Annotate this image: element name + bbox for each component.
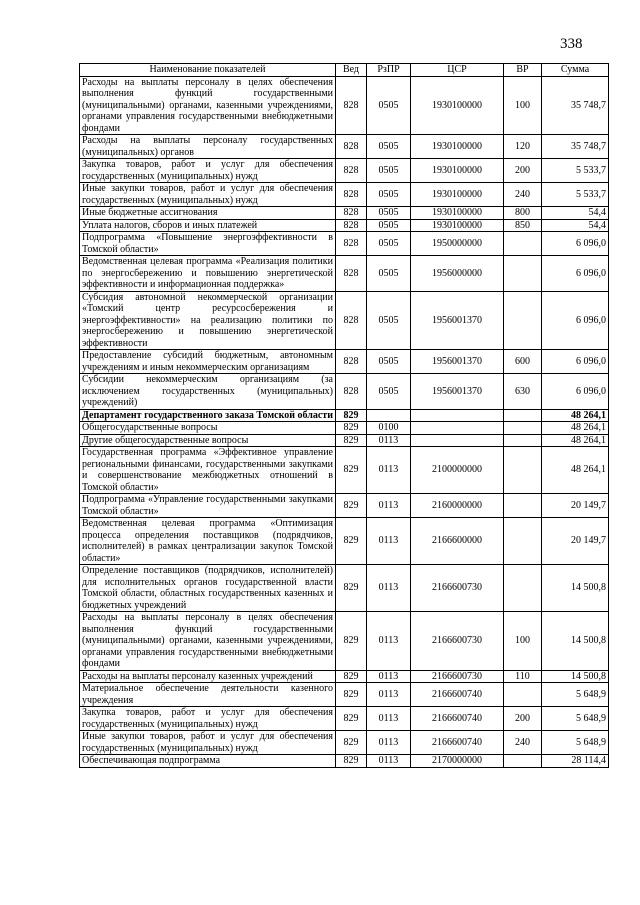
cell-ved: 829: [336, 612, 367, 671]
cell-csr: 1956001370: [411, 350, 504, 374]
cell-vr: [504, 494, 542, 518]
table-row: [80, 518, 609, 565]
table-row: [80, 350, 609, 374]
table-row: [80, 755, 609, 768]
cell-ved: 829: [336, 447, 367, 494]
cell-csr: 1950000000: [411, 232, 504, 256]
cell-rzpr: 0113: [367, 707, 411, 731]
cell-rzpr: 0505: [367, 76, 411, 135]
cell-sum: 48 264,1: [542, 409, 609, 422]
cell-sum: 48 264,1: [542, 422, 609, 435]
cell-sum: 6 096,0: [542, 256, 609, 292]
cell-ved: 829: [336, 683, 367, 707]
cell-name: Расходы на выплаты персоналу в целях обеспечения выполнения функций государственными (муниципальными) органами, казенными учреждениями, органами управления государственными внебюджетными фондами: [80, 76, 336, 135]
cell-csr: 1956001370: [411, 374, 504, 410]
table-row: [80, 683, 609, 707]
cell-name: Иные закупки товаров, работ и услуг для обеспечения государственных (муниципальных) нужд: [80, 183, 336, 207]
cell-rzpr: 0505: [367, 207, 411, 220]
cell-csr: [411, 409, 504, 422]
cell-csr: 1930100000: [411, 219, 504, 232]
cell-sum: 6 096,0: [542, 232, 609, 256]
cell-sum: 6 096,0: [542, 374, 609, 410]
cell-name: Закупка товаров, работ и услуг для обеспечения государственных (муниципальных) нужд: [80, 707, 336, 731]
cell-rzpr: 0505: [367, 232, 411, 256]
cell-vr: [504, 232, 542, 256]
cell-rzpr: 0113: [367, 434, 411, 447]
cell-rzpr: 0100: [367, 422, 411, 435]
cell-name: Субсидии некоммерческим организациям (за исключением государственных (муниципальных) учреждений): [80, 374, 336, 410]
cell-name: Расходы на выплаты персоналу в целях обеспечения выполнения функций государственными (муниципальными) органами, казенными учреждениями, органами управления государственными внебюджетными фондами: [80, 612, 336, 671]
cell-sum: 5 533,7: [542, 159, 609, 183]
cell-csr: 1956000000: [411, 256, 504, 292]
table-row: [80, 422, 609, 435]
cell-rzpr: 0113: [367, 755, 411, 768]
cell-ved: 829: [336, 518, 367, 565]
cell-csr: 1930100000: [411, 76, 504, 135]
cell-vr: [504, 518, 542, 565]
cell-csr: 2160000000: [411, 494, 504, 518]
table-row: [80, 494, 609, 518]
cell-rzpr: [367, 409, 411, 422]
cell-ved: 829: [336, 731, 367, 755]
cell-name: Закупка товаров, работ и услуг для обеспечения государственных (муниципальных) нужд: [80, 159, 336, 183]
cell-ved: 829: [336, 565, 367, 612]
table-row: [80, 612, 609, 671]
header-rzpr: РзПР: [367, 64, 411, 77]
table-header-row: [80, 64, 609, 77]
cell-rzpr: 0505: [367, 159, 411, 183]
cell-vr: [504, 422, 542, 435]
cell-csr: 1930100000: [411, 159, 504, 183]
cell-csr: 2166600730: [411, 670, 504, 683]
header-vr: ВР: [504, 64, 542, 77]
table-row: [80, 207, 609, 220]
table-row: [80, 232, 609, 256]
cell-ved: 829: [336, 494, 367, 518]
cell-csr: 2166600000: [411, 518, 504, 565]
cell-vr: 120: [504, 135, 542, 159]
cell-name: Субсидия автономной некоммерческой организации «Томский центр ресурсосбережения и энергоэффективности» на реализацию политики по энергосбережению и повышению энергетической эффективности: [80, 291, 336, 350]
cell-rzpr: 0113: [367, 494, 411, 518]
table-row: [80, 434, 609, 447]
cell-vr: 850: [504, 219, 542, 232]
table-row: [80, 374, 609, 410]
cell-sum: 5 648,9: [542, 683, 609, 707]
cell-name: Департамент государственного заказа Томской области: [80, 409, 336, 422]
table-row: [80, 447, 609, 494]
cell-vr: [504, 409, 542, 422]
cell-name: Подпрограмма «Повышение энергоэффективности в Томской области»: [80, 232, 336, 256]
cell-csr: [411, 422, 504, 435]
cell-csr: 2166600730: [411, 612, 504, 671]
cell-csr: 2166600740: [411, 731, 504, 755]
cell-name: Обеспечивающая подпрограмма: [80, 755, 336, 768]
cell-vr: [504, 755, 542, 768]
cell-ved: 828: [336, 256, 367, 292]
cell-vr: 200: [504, 159, 542, 183]
cell-csr: 2166600740: [411, 707, 504, 731]
cell-ved: 828: [336, 374, 367, 410]
cell-name: Ведомственная целевая программа «Реализация политики по энергосбережению и повышению энергетической эффективности и информационная поддержка»: [80, 256, 336, 292]
cell-csr: 1956001370: [411, 291, 504, 350]
cell-ved: 829: [336, 434, 367, 447]
cell-csr: 1930100000: [411, 135, 504, 159]
table-row: [80, 670, 609, 683]
table-body: [80, 76, 609, 767]
page-number: 338: [560, 36, 583, 52]
cell-ved: 828: [336, 350, 367, 374]
cell-rzpr: 0113: [367, 670, 411, 683]
cell-name: Государственная программа «Эффективное управление региональными финансами, государственными закупками и совершенствование межбюджетных отношений в Томской области»: [80, 447, 336, 494]
cell-vr: 200: [504, 707, 542, 731]
cell-ved: 828: [336, 232, 367, 256]
cell-sum: 5 533,7: [542, 183, 609, 207]
cell-ved: 829: [336, 707, 367, 731]
cell-vr: [504, 291, 542, 350]
cell-sum: 54,4: [542, 207, 609, 220]
cell-vr: 240: [504, 731, 542, 755]
cell-sum: 48 264,1: [542, 447, 609, 494]
cell-ved: 829: [336, 755, 367, 768]
cell-ved: 829: [336, 670, 367, 683]
cell-sum: 6 096,0: [542, 291, 609, 350]
cell-rzpr: 0113: [367, 447, 411, 494]
cell-sum: 28 114,4: [542, 755, 609, 768]
cell-rzpr: 0505: [367, 350, 411, 374]
cell-sum: 48 264,1: [542, 434, 609, 447]
cell-sum: 54,4: [542, 219, 609, 232]
cell-name: Материальное обеспечение деятельности казенного учреждения: [80, 683, 336, 707]
table-row: [80, 731, 609, 755]
cell-rzpr: 0113: [367, 565, 411, 612]
header-csr: ЦСР: [411, 64, 504, 77]
cell-csr: [411, 434, 504, 447]
cell-sum: 35 748,7: [542, 76, 609, 135]
cell-vr: [504, 447, 542, 494]
table-row: [80, 707, 609, 731]
cell-rzpr: 0505: [367, 135, 411, 159]
cell-rzpr: 0505: [367, 256, 411, 292]
header-name: Наименование показателей: [80, 64, 336, 77]
table-row: [80, 159, 609, 183]
table-row: [80, 409, 609, 422]
cell-rzpr: 0113: [367, 612, 411, 671]
cell-name: Расходы на выплаты персоналу казенных учреждений: [80, 670, 336, 683]
cell-ved: 828: [336, 159, 367, 183]
cell-sum: 6 096,0: [542, 350, 609, 374]
cell-csr: 2166600740: [411, 683, 504, 707]
cell-vr: [504, 256, 542, 292]
cell-csr: 2100000000: [411, 447, 504, 494]
cell-sum: 20 149,7: [542, 494, 609, 518]
cell-rzpr: 0113: [367, 731, 411, 755]
table-row: [80, 256, 609, 292]
table-row: [80, 135, 609, 159]
cell-name: Определение поставщиков (подрядчиков, исполнителей) для исполнительных органов государственной власти Томской области, областных государственных казенных и бюджетных учреждений: [80, 565, 336, 612]
cell-sum: 35 748,7: [542, 135, 609, 159]
cell-name: Общегосударственные вопросы: [80, 422, 336, 435]
cell-vr: [504, 565, 542, 612]
header-sum: Сумма: [542, 64, 609, 77]
cell-csr: 2170000000: [411, 755, 504, 768]
cell-vr: 630: [504, 374, 542, 410]
cell-vr: 240: [504, 183, 542, 207]
cell-vr: 110: [504, 670, 542, 683]
cell-vr: 600: [504, 350, 542, 374]
cell-sum: 5 648,9: [542, 731, 609, 755]
cell-rzpr: 0505: [367, 219, 411, 232]
table-row: [80, 76, 609, 135]
cell-ved: 828: [336, 183, 367, 207]
cell-csr: 1930100000: [411, 183, 504, 207]
cell-name: Подпрограмма «Управление государственными закупками Томской области»: [80, 494, 336, 518]
cell-sum: 5 648,9: [542, 707, 609, 731]
cell-ved: 828: [336, 76, 367, 135]
header-ved: Вед: [336, 64, 367, 77]
cell-rzpr: 0505: [367, 374, 411, 410]
cell-name: Расходы на выплаты персоналу государственных (муниципальных) органов: [80, 135, 336, 159]
cell-vr: 800: [504, 207, 542, 220]
cell-rzpr: 0113: [367, 683, 411, 707]
cell-name: Ведомственная целевая программа «Оптимизация процесса определения поставщиков (подрядчиков, исполнителей) в рамках централизации закупок Томской области»: [80, 518, 336, 565]
cell-sum: 20 149,7: [542, 518, 609, 565]
cell-csr: 2166600730: [411, 565, 504, 612]
cell-rzpr: 0505: [367, 291, 411, 350]
cell-name: Иные бюджетные ассигнования: [80, 207, 336, 220]
cell-vr: [504, 434, 542, 447]
cell-ved: 828: [336, 219, 367, 232]
cell-name: Иные закупки товаров, работ и услуг для обеспечения государственных (муниципальных) нужд: [80, 731, 336, 755]
cell-rzpr: 0113: [367, 518, 411, 565]
budget-table: [79, 63, 609, 768]
cell-name: Уплата налогов, сборов и иных платежей: [80, 219, 336, 232]
cell-ved: 828: [336, 135, 367, 159]
cell-sum: 14 500,8: [542, 565, 609, 612]
cell-ved: 829: [336, 422, 367, 435]
cell-vr: 100: [504, 76, 542, 135]
cell-ved: 828: [336, 291, 367, 350]
cell-ved: 828: [336, 207, 367, 220]
cell-sum: 14 500,8: [542, 670, 609, 683]
cell-vr: [504, 683, 542, 707]
cell-sum: 14 500,8: [542, 612, 609, 671]
cell-vr: 100: [504, 612, 542, 671]
table-row: [80, 219, 609, 232]
cell-rzpr: 0505: [367, 183, 411, 207]
table-row: [80, 183, 609, 207]
table-row: [80, 291, 609, 350]
cell-name: Предоставление субсидий бюджетным, автономным учреждениям и иным некоммерческим организациям: [80, 350, 336, 374]
table-row: [80, 565, 609, 612]
cell-csr: 1930100000: [411, 207, 504, 220]
cell-name: Другие общегосударственные вопросы: [80, 434, 336, 447]
cell-ved: 829: [336, 409, 367, 422]
